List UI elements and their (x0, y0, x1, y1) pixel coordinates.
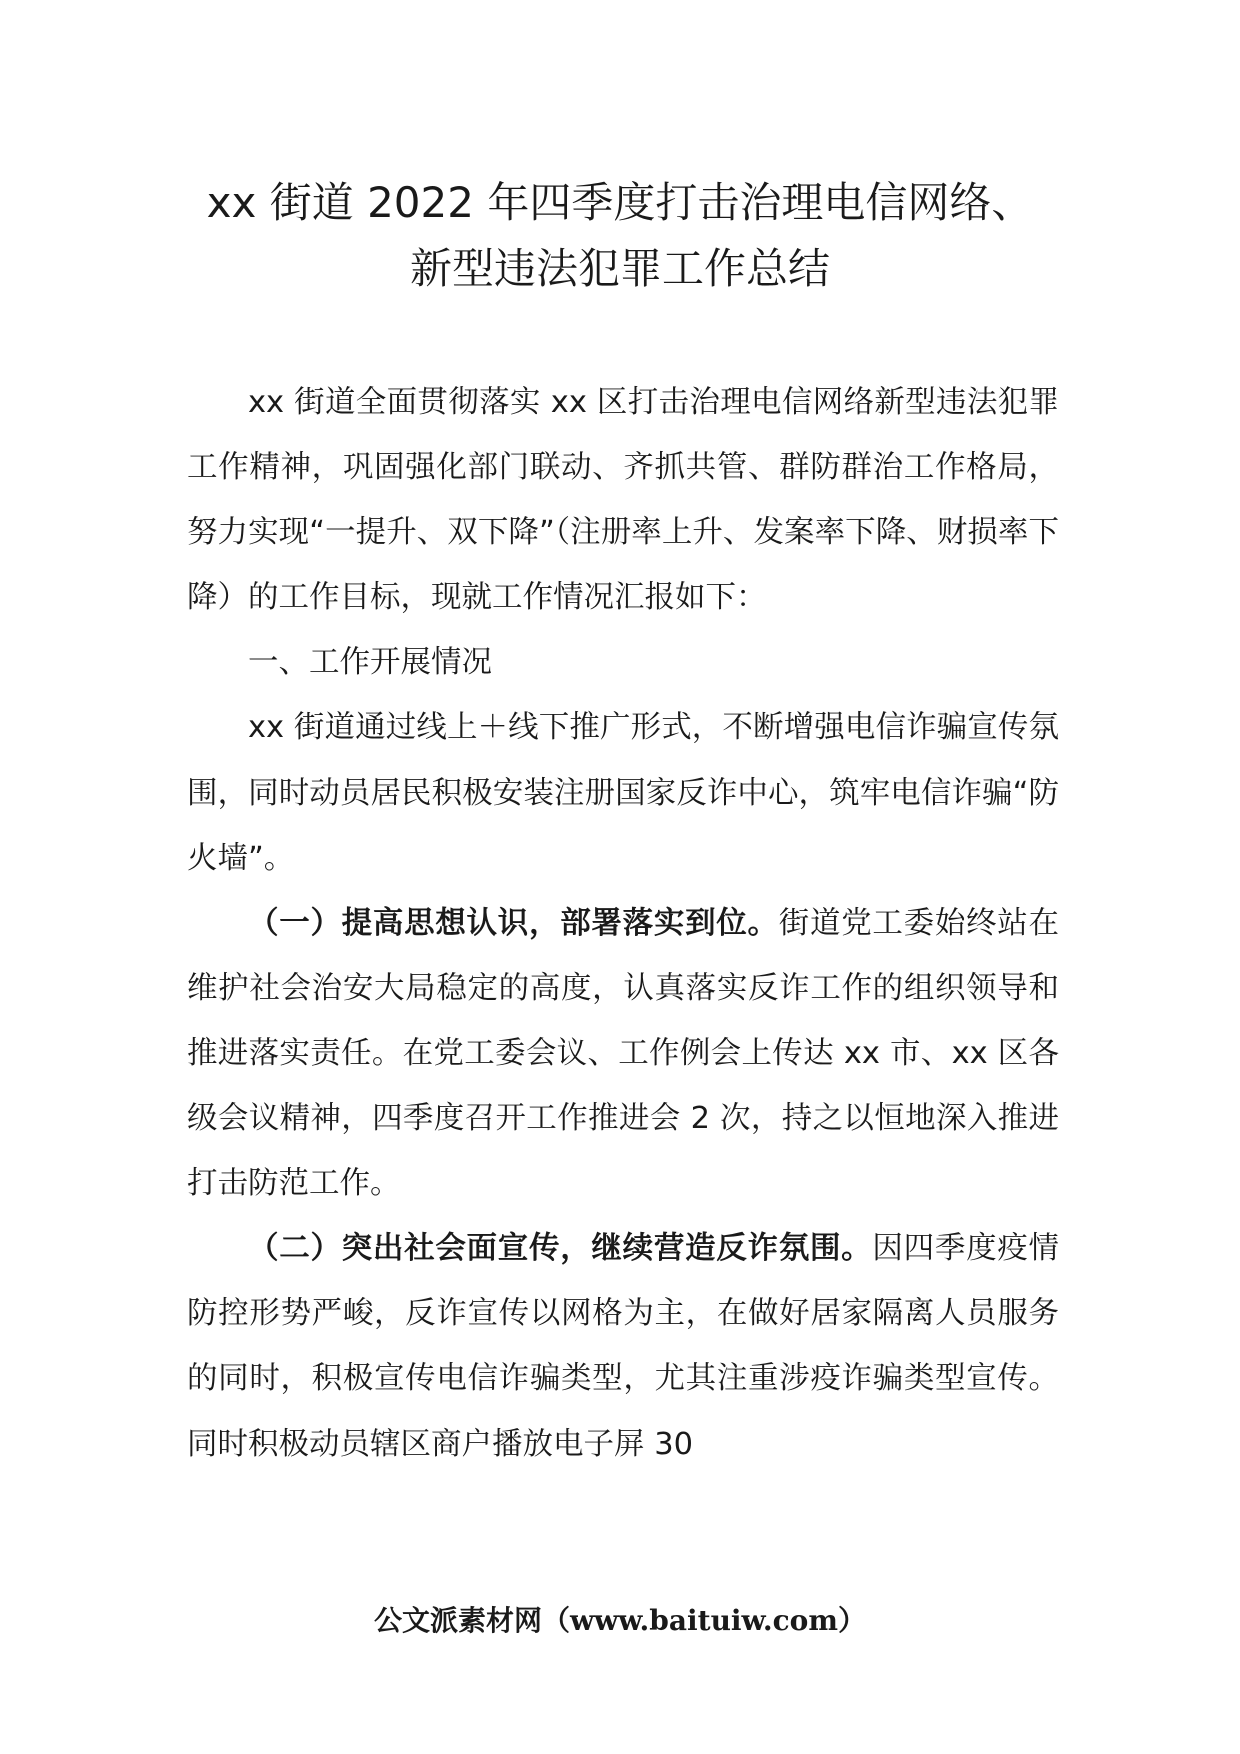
subsection-1-text: 街道党工委始终站在维护社会治安大局稳定的高度，认真落实反诈工作的组织领导和推进落实责任。在党工委会议、工作例会上传达 xx 市、xx 区各级会议精神，四季度召开工作推进会 2 次，持之以恒地深入推进打击防范工作。 (187, 905, 1060, 1202)
document-title-line-1: xx 街道 2022 年四季度打击治理电信网络、 (206, 178, 1034, 227)
subsection-1-paragraph (187, 891, 1059, 1216)
section-heading: 一、工作开展情况 (248, 645, 492, 681)
subsection-2-heading: （二）突出社会面宣传，继续营造反诈氛围。 (248, 1231, 873, 1267)
subsection-1-heading: （一）提高思想认识，部署落实到位。 (248, 905, 779, 941)
document-body (187, 370, 1059, 1477)
document-title-line-2: 新型违法犯罪工作总结 (409, 244, 830, 293)
intro-paragraph: xx 街道全面贯彻落实 xx 区打击治理电信网络新型违法犯罪工作精神，巩固强化部门联动、齐抓共管、群防群治工作格局，努力实现“一提升、双下降”（注册率上升、发案率下降、财损率下降）的工作目标，现就工作情况汇报如下： (187, 385, 1059, 616)
subsection-2-text: 因四季度疫情防控形势严峻，反诈宣传以网格为主，在做好居家隔离人员服务的同时，积极宣传电信诈骗类型，尤其注重涉疫诈骗类型宣传。同时积极动员辖区商户播放电子屏 30 (187, 1231, 1060, 1462)
section-paragraph: xx 街道通过线上＋线下推广形式，不断增强电信诈骗宣传氛围，同时动员居民积极安装注册国家反诈中心，筑牢电信诈骗“防火墙”。 (187, 710, 1059, 876)
footer-watermark: 公文派素材网（www.baituiw.com） (374, 1604, 866, 1637)
subsection-2-paragraph (187, 1216, 1059, 1476)
